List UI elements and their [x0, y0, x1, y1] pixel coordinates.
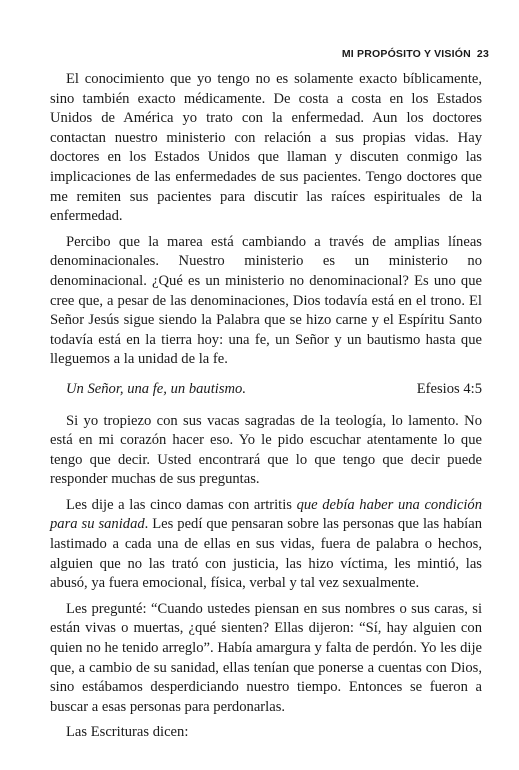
paragraph-4-end: . Les pedí que pensaran sobre las personas que las habían lastimado a cada una de ellas en sus vidas, fuera de palabra o hechos, alguien que no las trató con justicia, las hizo víctima, les mintió, las abusó, ya fuera emocional, física, verbal y tal vez sexualmente.: [50, 516, 482, 592]
scripture-quote: [50, 380, 482, 400]
page-number: 23: [476, 48, 489, 60]
paragraph-3: Si yo tropiezo con sus vacas sagradas de la teología, lo lamento. No está en mi corazón hacer eso. Yo le pido escuchar atentamente lo que tengo que decir. Usted encontrará que lo que tengo que decir puede responder muchas de sus preguntas.: [50, 412, 482, 488]
paragraph-1: El conocimiento que yo tengo no es solamente exacto bíblicamente, sino también exacto médicamente. De costa a costa en los Estados Unidos de América yo trato con la enfermedad. Aun los doctores contactan nuestro ministerio con relación a sus propias vidas. Hay doctores en los Estados Unidos que llaman y discuten conmigo las implicaciones de las enfermedades de sus pacientes. Tengo doctores que me remiten sus pacientes para discutir las raíces espirituales de la enfermedad.: [50, 71, 482, 225]
paragraph-5: Les pregunté: “Cuando ustedes piensan en sus nombres o sus caras, si están vivas o muertas, ¿qué sienten? Ellas dijeron: “Sí, hay alguien con quien no he tenido arreglo”. Había amargura y falta de perdón. Yo les dije que, a cambio de su sanidad, ellas tenían que ponerse a cuentas con Dios, sino estábamos desperdiciando nuestro tiempo. Entonces se fueron a buscar a esas personas para perdonarlas.: [50, 600, 482, 715]
paragraph-4-emphasis: que debía haber una condición para su sanidad: [50, 496, 482, 533]
running-head: [342, 48, 489, 60]
running-head-title: MI PROPÓSITO Y VISIÓN: [341, 48, 471, 60]
paragraph-4: [50, 496, 482, 594]
paragraph-2: Percibo que la marea está cambiando a través de amplias líneas denominacionales. Nuestro ministerio es un ministerio no denominacional. ¿Qué es un ministerio no denominacional? Es uno que cree que, a pesar de las denominaciones, Dios todavía está en el trono. El Señor Jesús sigue siendo la Palabra que se hizo carne y el Espíritu Santo todavía está en la tierra hoy: una fe, un Señor y un bautismo hasta que lleguemos a la unidad de la fe.: [50, 233, 482, 368]
verse-text: Un Señor, una fe, un bautismo.: [66, 380, 246, 397]
body-text: [50, 70, 482, 749]
verse-reference: Efesios 4:5: [416, 380, 482, 397]
paragraph-6: Las Escrituras dicen:: [66, 724, 189, 741]
paragraph-4-start: Les dije a las cinco damas con artritis: [66, 496, 297, 513]
